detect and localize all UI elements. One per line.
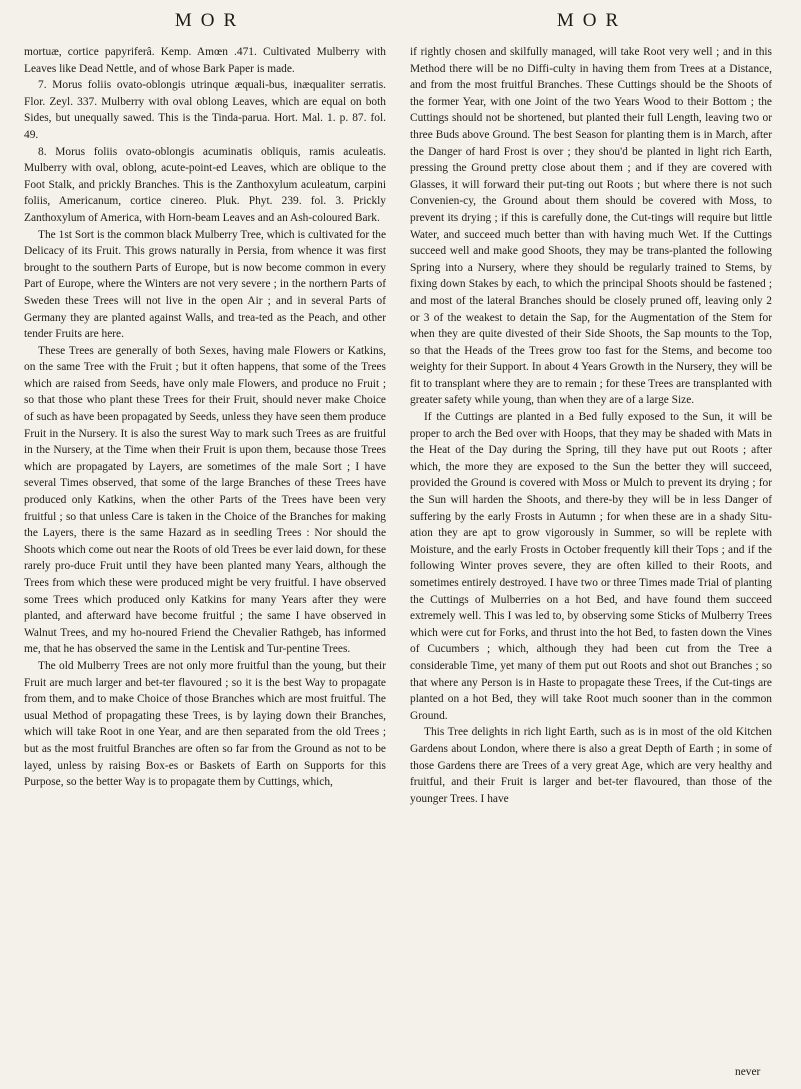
paragraph: The 1st Sort is the common black Mulberry Tree, which is cultivated for the Delicacy of its Fruit. This grows naturally in Persia, from whence it was first brought to the southern Parts of Europe, but is now become common in every Part of Europe, where the Winters are not very severe ; in the northern Parts of Sweden these Trees will not live in the open Air ; and in several Parts of Germany they are planted against Walls, and trea-ted as the Peach, and other tender Fruits are here.: [24, 228, 386, 341]
paragraph: 7. Morus foliis ovato-oblongis utrinque æquali-bus, inæqualiter serratis. Flor. Zeyl. 337. Mulberry with oval oblong Leaves, which are equal on both Sides, but unequally sawed. This is the Tinda-parua. Hort. Mal. 1. p. 87. fol. 49.: [24, 79, 386, 141]
paragraph: This Tree delights in rich light Earth, such as is in most of the old Kitchen Gardens about London, where there is also a great Depth of Earth ; in some of those Gardens there are Trees of a very great Age, which are very healthy and fruitful, and their Fruit is larger and bet-ter flavoured, than those of the younger Trees. I have: [410, 726, 772, 805]
paragraph: mortuæ, cortice papyriferâ. Kemp. Amœn .471. Cultivated Mulberry with Leaves like Dead Nettle, and of whose Bark Paper is made.: [24, 46, 386, 75]
paragraph: These Trees are generally of both Sexes, having male Flowers or Katkins, on the same Tree with the Fruit ; but it often happens, that some of the Trees which are raised from Seeds, have only male Flowers, and produce no Fruit ; so that those who plant these Trees for their Fruit, should never make Choice of such as have been propagated by Seeds, unless they have seen them produce Fruit in the Nursery. It is also the surest Way to mark such Trees as are fruitful in the Nursery, at the Time when their Fruit is upon them, because those Trees which are propagated by Layers, are sometimes of the male Sort ; I have several Times observed, that some of the large Branches of these Trees have produced only Katkins, when the other Parts of the Trees have been very fruitful ; so that unless Care is taken in the Choice of the Branches for making the Layers, there is the same Hazard as in seedling Trees : Nor should the Shoots which come out near the Roots of old Trees be ever laid down, for these rarely pro-duce Fruit until they have been planted many Years, although the Trees from which these were produced might be very fruitful. I have observed some Trees which produced only Katkins for many Years after they were planted, and afterward have become fruitful ; the same I have observed in Walnut Trees, and my ho-noured Friend the Chevalier Rathgeb, has informed me, that he has observed the same in the Lentisk and Tur-pentine Trees.: [24, 344, 386, 656]
paragraph: 8. Morus foliis ovato-oblongis acuminatis obliquis, ramis aculeatis. Mulberry with oval, oblong, acute-point-ed Leaves, which are oblique to the Foot Stalk, and prickly Branches. This is the Zanthoxylum aculeatum, carpini foliis, Americanum, cortice cinereo. Pluk. Phyt. 239. fol. 3. Prickly Zanthoxylum of America, with Horn-beam Leaves and an Ash-coloured Bark.: [24, 145, 386, 224]
running-head-right: MOR: [556, 10, 628, 31]
paragraph: The old Mulberry Trees are not only more fruitful than the young, but their Fruit are much larger and bet-ter flavoured ; so it is the best Way to propagate from them, and to make Choice of those Branches which are most fruitful. The usual Method of propagating these Trees, is by laying down their Branches, which will take Root in one Year, and are then separated from the old Trees ; but as the most fruitful Branches are often so far from the Ground as not to be layed, unless by raising Box-es or Baskets of Earth on Supports for this Purpose, so the better Way is to propagate them by Cuttings, which,: [24, 659, 386, 789]
paragraph: if rightly chosen and skilfully managed, will take Root very well ; and in this Method there will be no Diffi-culty in having them from Trees at a Distance, and from the most fruitful Branches. These Cuttings should be the Shoots of the former Year, with one Joint of the two Years Wood to their Bottom ; the Cuttings should not be shortened, but planted their full Length, leaving two or three Buds above Ground. The best Season for planting them is in March, after the Danger of hard Frost is over ; they shou'd be planted in light rich Earth, pressing the Ground pretty close about them ; and if they are covered with Glasses, it will forward their put-ting out Roots ; but where there is not such Convenien-cy, the Ground about them should be covered with Moss, to prevent its drying ; if this is carefully done, the Cut-tings will require but little Water, and succeed much better than with having much Wet. If the Cuttings succeed well and make good Shoots, they may be trans-planted the following Spring into a Nursery, where they should be regularly trained to Stems, by fixing down Stakes by each, to which the principal Shoots should be fastened ; and most of the lateral Branches should be closely pruned off, leaving only 2 or 3 of the weakest to detain the Sap, for the Augmentation of the Stem for when they are quite divested of their Side Shoots, the Sap mounts to the Top, so that the Heads of the Trees grow too fast for the Stems, and become too weighty for their Support. In about 4 Years Growth in the Nursery, they will be fit to transplant where they are to remain ; for these Trees are transplanted with greater safety while young, than when they are of a large Size.: [410, 46, 772, 407]
right-column: [410, 44, 772, 1084]
catchword: never: [735, 1066, 761, 1078]
running-head-left: MOR: [174, 10, 246, 31]
left-column: [24, 44, 386, 1084]
running-header: [0, 10, 801, 34]
paragraph: If the Cuttings are planted in a Bed fully exposed to the Sun, it will be proper to arch the Bed over with Hoops, that they may be shaded with Mats in the Heat of the Day during the Spring, till they have put out Roots ; after which, the more they are exposed to the Sun the better they will succeed, provided the Ground is covered with Moss or Mulch to prevent its drying ; for the Sun will harden the Shoots, and there-by they will be in less Danger of suffering by the early Frosts in Autumn ; for when these are in a shady Situ-ation they are apt to grow vigorously in Summer, so will be replete with Moisture, and the early Frosts in October frequently kill their Tops ; and if the following Winter proves severe, they are often killed to their Roots, and sometimes entirely destroyed. I have two or three Times made Trial of planting the Cuttings of Mulberries on a hot Bed, and have found them succeed extremely well. This I was led to, by observing some Sticks of Mulberry Trees which were cut for Forks, and thrust into the hot Bed, to fasten down the Vines of Cucumbers ; which, although they had been cut from the Tree a considerable Time, yet many of them put out Roots and shot out Branches ; so that where any Person is in Haste to propagate these Trees, if the Cut-tings are planted on a hot Bed, they will take Root much sooner than in the common Ground.: [410, 411, 772, 722]
